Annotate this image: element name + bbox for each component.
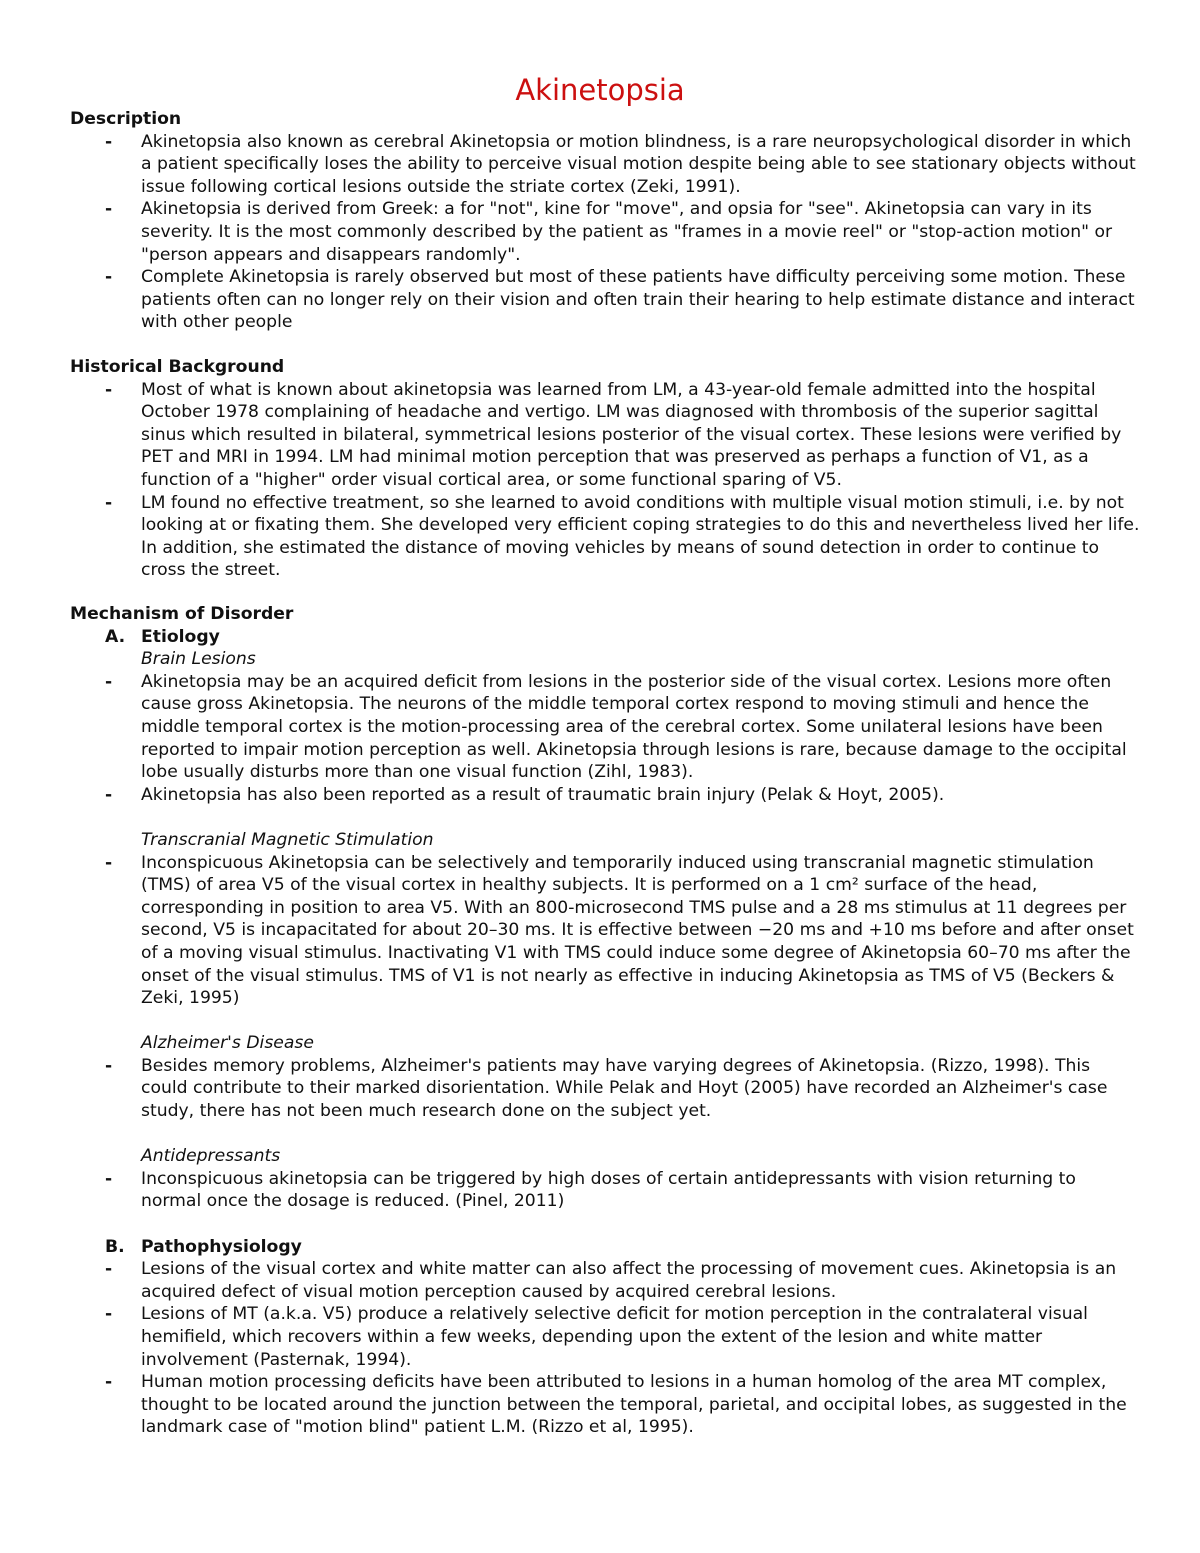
mechanism-heading: Mechanism of Disorder (70, 604, 294, 624)
bullet: - (105, 267, 113, 288)
description-section (0, 108, 1200, 334)
list-item-text: Akinetopsia is derived from Greek: a for "not", kine for "move", and opsia for "see". Akinetopsia can vary in its severity. It is the most commonly described by the patient as "frames in a movie reel" or "stop-action motion" or "person appears and disappears randomly". (141, 199, 1113, 265)
mechanism-section (0, 603, 1200, 1439)
bullet: - (105, 671, 113, 692)
list-item (0, 1168, 1200, 1213)
list-item (0, 266, 1200, 334)
bullet: - (105, 492, 113, 513)
bullet: - (105, 131, 113, 152)
brain-lesions-label: Brain Lesions (141, 649, 256, 670)
bullet: - (105, 1055, 113, 1076)
bullet: - (105, 852, 113, 873)
bullet: - (105, 199, 113, 220)
list-item (0, 784, 1200, 807)
list-item-text: Inconspicuous akinetopsia can be triggered by high doses of certain antidepressants with vision returning to normal once the dosage is reduced. (Pinel, 2011) (141, 1168, 1076, 1212)
list-item (0, 1258, 1200, 1303)
bullet: - (105, 1259, 113, 1280)
list-item (0, 492, 1200, 582)
list-item-text: LM found no effective treatment, so she learned to avoid conditions with multiple visual motion stimuli, i.e. by not looking at or fixating them. She developed very efficient coping strategies to do this and nevertheless lived her life. In addition, she estimated the distance of moving vehicles by means of sound detection in order to continue to cross the street. (141, 492, 1140, 581)
list-item-text: Akinetopsia also known as cerebral Akinetopsia or motion blindness, is a rare neuropsychological disorder in which a patient specifically loses the ability to perceive visual motion despite being able to see stationary objects without issue following cortical lesions outside the striate cortex (Zeki, 1991). (141, 131, 1136, 197)
etiology-heading: Etiology (141, 626, 220, 647)
list-item (0, 198, 1200, 266)
history-heading: Historical Background (70, 357, 285, 377)
list-item-text: Akinetopsia may be an acquired deficit from lesions in the posterior side of the visual cortex. Lesions more often cause gross Akinetopsia. The neurons of the middle temporal cortex respond to moving stimuli and hence the middle temporal cortex is the motion-processing area of the cerebral cortex. Some unilateral lesions have been reported to impair motion perception as well. Akinetopsia through lesions is rare, because damage to the occipital lobe usually disturbs more than one visual function (Zihl, 1983). (141, 671, 1127, 783)
bullet: - (105, 1304, 113, 1325)
bullet: - (105, 1372, 113, 1393)
etiology-subheading (0, 626, 1200, 649)
pathophysiology-heading: Pathophysiology (141, 1236, 302, 1257)
description-heading: Description (70, 109, 182, 129)
list-item (0, 671, 1200, 784)
bullet: - (105, 784, 113, 805)
list-letter: B. (105, 1236, 125, 1257)
list-item (0, 379, 1200, 492)
list-item-text: Lesions of MT (a.k.a. V5) produce a relatively selective deficit for motion perception in the contralateral visual hemifield, which recovers within a few weeks, depending upon the extent of the lesion and white matter involvement (Pasternak, 1994). (141, 1304, 1088, 1370)
antidepressants-label: Antidepressants (141, 1146, 281, 1167)
list-item-text: Inconspicuous Akinetopsia can be selectively and temporarily induced using transcranial magnetic stimulation (TMS) of area V5 of the visual cortex in healthy subjects. It is performed on a 1 cm² surface of the head, corresponding in position to area V5. With an 800-microsecond TMS pulse and a 28 ms stimulus at 11 degrees per second, V5 is incapacitated for about 20–30 ms. It is effective between −20 ms and +10 ms before and after onset of a moving visual stimulus. Inactivating V1 with TMS could induce some degree of Akinetopsia 60–70 ms after the onset of the visual stimulus. TMS of V1 is not nearly as effective in inducing Akinetopsia as TMS of V5 (Beckers & Zeki, 1995) (141, 852, 1134, 1009)
list-item-text: Lesions of the visual cortex and white matter can also affect the processing of movement cues. Akinetopsia is an acquired defect of visual motion perception caused by acquired cerebral lesions. (141, 1259, 1117, 1302)
history-section (0, 356, 1200, 582)
bullet: - (105, 1168, 113, 1189)
list-item (0, 1371, 1200, 1439)
alzheimers-label: Alzheimer's Disease (141, 1033, 314, 1054)
list-item (0, 852, 1200, 1010)
list-item-text: Akinetopsia has also been reported as a result of traumatic brain injury (Pelak & Hoyt, 2005). (141, 784, 945, 805)
page-title: Akinetopsia (515, 73, 685, 107)
list-item (0, 1055, 1200, 1123)
list-item-text: Human motion processing deficits have been attributed to lesions in a human homolog of the area MT complex, thought to be located around the junction between the temporal, parietal, and occipital lobes, as suggested in the landmark case of "motion blind" patient L.M. (Rizzo et al, 1995). (141, 1372, 1127, 1438)
list-item (0, 1303, 1200, 1371)
tms-label: Transcranial Magnetic Stimulation (141, 829, 434, 850)
list-item-text: Most of what is known about akinetopsia was learned from LM, a 43-year-old female admitted into the hospital October 1978 complaining of headache and vertigo. LM was diagnosed with thrombosis of the superior sagittal sinus which resulted in bilateral, symmetrical lesions posterior of the visual cortex. These lesions were verified by PET and MRI in 1994. LM had minimal motion perception that was preserved as perhaps a function of V1, as a function of a "higher" order visual cortical area, or some functional sparing of V5. (141, 379, 1122, 490)
list-letter: A. (105, 626, 126, 647)
list-item-text: Complete Akinetopsia is rarely observed but most of these patients have difficulty perceiving some motion. These patients often can no longer rely on their vision and often train their hearing to help estimate distance and interact with other people (141, 267, 1135, 333)
list-item-text: Besides memory problems, Alzheimer's patients may have varying degrees of Akinetopsia. (Rizzo, 1998). This could contribute to their marked disorientation. While Pelak and Hoyt (2005) have recorded an Alzheimer's case study, there has not been much research done on the subject yet. (141, 1055, 1108, 1122)
pathophysiology-subheading (0, 1236, 1200, 1259)
list-item (0, 131, 1200, 199)
bullet: - (105, 379, 113, 400)
